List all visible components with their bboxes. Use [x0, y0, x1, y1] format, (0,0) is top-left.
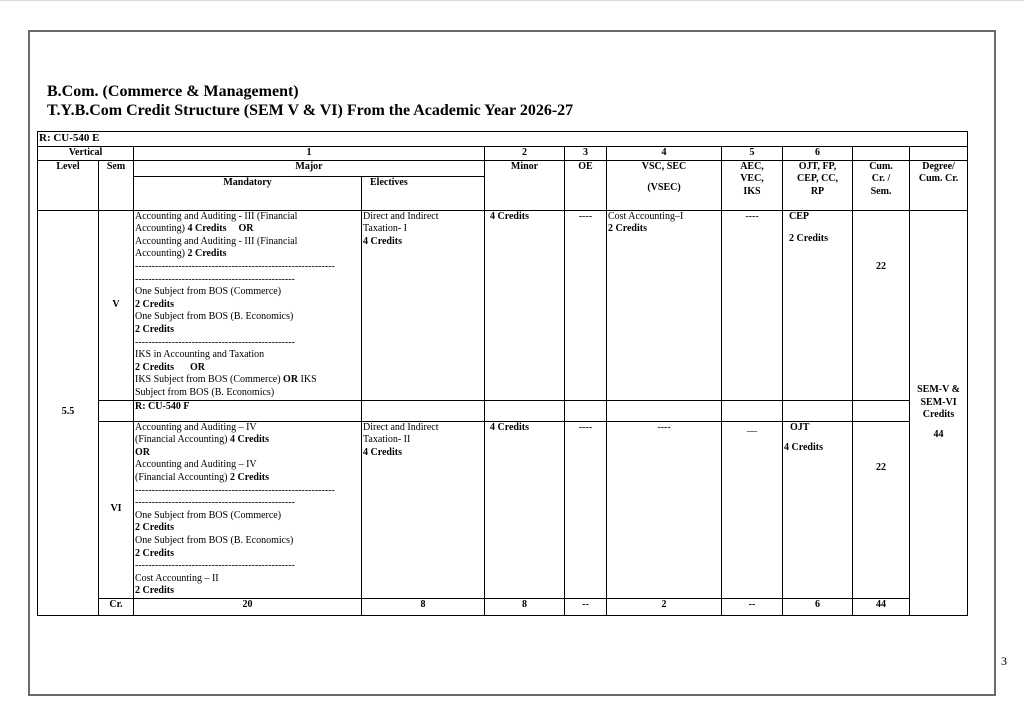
empty-cell: [853, 400, 910, 421]
page-number: 3: [1001, 654, 1007, 668]
header-oe: OE: [565, 160, 607, 210]
credit-value: 2 Credits OR: [135, 361, 205, 373]
credit-value: 2 Credits: [135, 585, 174, 597]
sem-vi-ojt: [783, 421, 853, 598]
empty-cell: [99, 400, 134, 421]
course-line: Accounting and Auditing - III (Financial: [135, 235, 298, 247]
heading-program: B.Com. (Commerce & Management): [47, 83, 299, 100]
vertical-number: 1: [134, 147, 485, 161]
empty-cell: [362, 400, 485, 421]
separator-line: ------------------------------------------------: [135, 273, 295, 285]
total-cum: 44: [853, 598, 910, 615]
empty-cell: [607, 400, 722, 421]
header-degree-line: Cum. Cr.: [918, 173, 959, 185]
course-line: Accounting and Auditing – IV: [135, 459, 257, 471]
course-line: IKS in Accounting and Taxation: [135, 349, 265, 361]
sem-v-oe: ----: [565, 210, 607, 400]
sem-v-cum-credit: 22: [853, 210, 910, 400]
sem-vi-label: VI: [99, 421, 134, 598]
separator-line: ------------------------------------------------: [135, 560, 295, 572]
course-line: Direct and Indirect: [363, 210, 439, 222]
sem-vi-mandatory: [134, 421, 362, 598]
vertical-number: 5: [722, 147, 783, 161]
header-ojt-line: OJT, FP,: [798, 160, 837, 172]
credit-structure-table: [37, 131, 968, 616]
header-cum-line: Sem.: [870, 185, 892, 197]
header-electives: Electives: [362, 176, 485, 210]
vertical-label: Vertical: [38, 147, 134, 161]
degree-line: Credits: [922, 409, 955, 421]
header-major: Major: [134, 160, 485, 176]
credit-value: 2 Credits: [135, 298, 174, 310]
sem-vi-oe: ----: [565, 421, 607, 598]
vertical-number: 2: [485, 147, 565, 161]
header-aec-line: VEC,: [740, 173, 764, 185]
degree-total: 44: [933, 428, 944, 440]
total-ojt: 6: [783, 598, 853, 615]
credit-value: 4 Credits: [784, 442, 823, 454]
credit-value: 2 Credits: [789, 233, 828, 245]
total-vsc: 2: [607, 598, 722, 615]
course-line: CEP: [789, 210, 809, 222]
header-aec-vec-iks: [722, 160, 783, 210]
vertical-number: 6: [783, 147, 853, 161]
degree-line: SEM-VI: [920, 396, 957, 408]
separator-line: ------------------------------------------------: [135, 336, 295, 348]
course-line: (Financial Accounting) 4 Credits: [135, 434, 269, 446]
header-cum-cr: [853, 160, 910, 210]
total-minor: 8: [485, 598, 565, 615]
course-line: One Subject from BOS (Commerce): [135, 286, 282, 298]
empty-cell: [853, 147, 910, 161]
header-sem: Sem: [99, 160, 134, 210]
sem-v-label: V: [99, 210, 134, 400]
separator-line: ------------------------------------------------------------: [135, 260, 335, 272]
sem-vi-electives: [362, 421, 485, 598]
course-line: One Subject from BOS (Commerce): [135, 509, 282, 521]
header-ojt: [783, 160, 853, 210]
credit-value: 4 Credits: [363, 235, 402, 247]
separator-line: ------------------------------------------------: [135, 497, 295, 509]
course-line: Cost Accounting – II: [135, 572, 219, 584]
sem-v-minor: 4 Credits: [485, 210, 565, 400]
course-line: OR: [135, 446, 150, 458]
level-value: 5.5: [38, 210, 99, 615]
credit-value: 2 Credits: [135, 522, 174, 534]
total-aec: --: [722, 598, 783, 615]
empty-cell: [783, 400, 853, 421]
empty-cell: [910, 147, 968, 161]
header-ojt-line: CEP, CC,: [796, 173, 839, 185]
course-line: OJT: [790, 421, 810, 433]
header-minor: Minor: [485, 160, 565, 210]
resolution-label-sem-vi: R: CU-540 F: [134, 400, 362, 421]
sem-v-ojt: [783, 210, 853, 400]
vertical-number: 3: [565, 147, 607, 161]
header-aec-line: IKS: [743, 185, 761, 197]
header-vsc-line: VSC, SEC: [641, 160, 687, 172]
course-line: Taxation- II: [363, 434, 411, 446]
header-degree: [910, 160, 968, 210]
header-aec-line: AEC,: [740, 160, 764, 172]
degree-cum-credit: [910, 210, 968, 615]
sem-v-electives: [362, 210, 485, 400]
course-line: One Subject from BOS (B. Economics): [135, 311, 294, 323]
course-line: Accounting) 4 Credits OR: [135, 223, 254, 235]
degree-line: SEM-V &: [917, 384, 960, 396]
sem-vi-vsc: ----: [607, 421, 722, 598]
header-degree-line: Degree/: [922, 160, 955, 172]
total-electives: 8: [362, 598, 485, 615]
course-line: Subject from BOS (B. Economics): [135, 386, 275, 398]
sem-vi-minor: 4 Credits: [485, 421, 565, 598]
header-level: Level: [38, 160, 99, 210]
total-oe: --: [565, 598, 607, 615]
course-line: Cost Accounting–I: [608, 210, 684, 222]
sem-v-aec: ----: [722, 210, 783, 400]
course-line: Accounting and Auditing – IV: [135, 421, 257, 433]
separator-line: ------------------------------------------------------------: [135, 484, 335, 496]
course-line: Direct and Indirect: [363, 421, 439, 433]
total-mandatory: 20: [134, 598, 362, 615]
empty-cell: [485, 400, 565, 421]
credit-value: 2 Credits: [135, 547, 174, 559]
credit-value: 4 Credits: [363, 446, 402, 458]
credit-value: 2 Credits: [135, 323, 174, 335]
empty-cell: [565, 400, 607, 421]
course-line: Accounting) 2 Credits: [135, 248, 227, 260]
course-line: IKS Subject from BOS (Commerce) OR IKS: [135, 374, 317, 386]
resolution-label-sem-v: R: CU-540 E: [38, 132, 968, 147]
header-cum-line: Cr. /: [871, 173, 891, 185]
course-line: Accounting and Auditing - III (Financial: [135, 210, 298, 222]
header-vsc-sec: [607, 160, 722, 210]
header-vsc-line: (VSEC): [647, 182, 681, 194]
credit-value: 2 Credits: [608, 223, 647, 235]
sem-vi-aec: __: [722, 421, 783, 598]
heading-credit-structure: T.Y.B.Com Credit Structure (SEM V & VI) From the Academic Year 2026-27: [47, 102, 574, 119]
total-label: Cr.: [99, 598, 134, 615]
sem-v-vsc: [607, 210, 722, 400]
empty-cell: [722, 400, 783, 421]
sem-vi-cum-credit: 22: [853, 421, 910, 598]
header-ojt-line: RP: [810, 185, 825, 197]
course-line: (Financial Accounting) 2 Credits: [135, 471, 269, 483]
sem-v-mandatory: [134, 210, 362, 400]
course-line: Taxation- I: [363, 223, 408, 235]
vertical-number: 4: [607, 147, 722, 161]
top-rule: [0, 0, 1024, 1]
course-line: One Subject from BOS (B. Economics): [135, 534, 294, 546]
header-mandatory: Mandatory: [134, 176, 362, 210]
header-cum-line: Cum.: [869, 160, 893, 172]
